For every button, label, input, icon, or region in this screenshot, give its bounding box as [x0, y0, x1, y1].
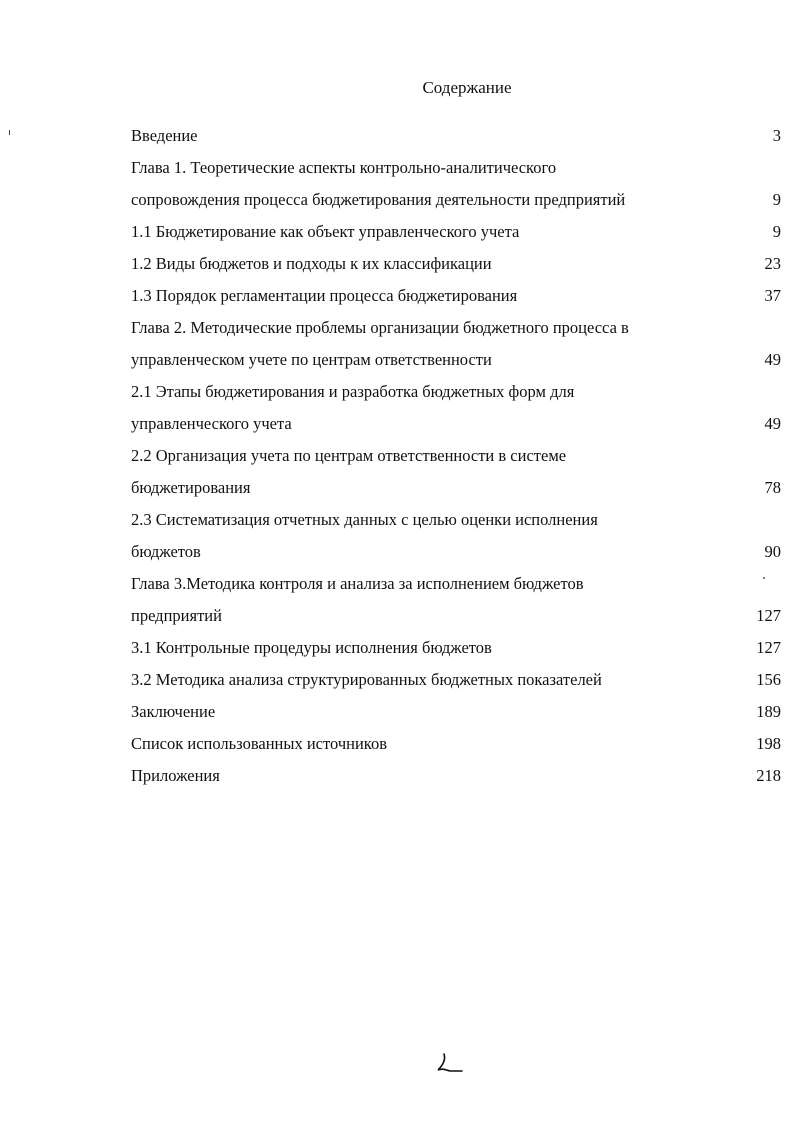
toc-entry: [131, 440, 781, 472]
toc-entry: [131, 120, 781, 152]
toc-entry-page: 78: [764, 478, 781, 497]
toc-entry-page: 3: [772, 126, 781, 145]
toc-entry-page: 218: [756, 766, 781, 785]
toc-entry: [131, 504, 781, 536]
toc-entry: [131, 760, 781, 792]
toc-entry-text: 2.1 Этапы бюджетирования и разработка бюджетных форм для: [131, 382, 575, 401]
toc-entry-page: 156: [756, 670, 781, 689]
toc-entry-text: Глава 3.Методика контроля и анализа за исполнением бюджетов: [131, 574, 584, 593]
toc-entry-page: 49: [764, 350, 781, 369]
toc-entry-text: бюджетов: [131, 542, 201, 561]
toc-entry: [131, 216, 781, 248]
toc-entry-text: управленческом учете по центрам ответственности: [131, 350, 492, 369]
toc-entry-text: сопровождения процесса бюджетирования деятельности предприятий: [131, 190, 626, 209]
toc-entry: [131, 408, 781, 440]
toc-entry-text: предприятий: [131, 606, 222, 625]
toc-entry: [131, 696, 781, 728]
scan-artifact: [9, 130, 10, 135]
toc-entry: [131, 632, 781, 664]
toc-entry-text: 1.2 Виды бюджетов и подходы к их классификации: [131, 254, 492, 273]
toc-entry-text: Заключение: [131, 702, 216, 721]
toc-entry: [131, 152, 781, 184]
toc-entry-text: бюджетирования: [131, 478, 251, 497]
toc-entry-text: 2.3 Систематизация отчетных данных с целью оценки исполнения: [131, 510, 598, 529]
toc-entry-page: 37: [764, 286, 781, 305]
toc-entry: [131, 536, 781, 568]
toc-entry-text: Приложения: [131, 766, 220, 785]
toc-entry-page: 9: [772, 190, 781, 209]
toc-entry-page: 127: [756, 638, 781, 657]
toc-entry: [131, 600, 781, 632]
toc-entry-page: 23: [764, 254, 781, 273]
toc-entry: [131, 664, 781, 696]
toc-entry-text: Глава 2. Методические проблемы организации бюджетного процесса в: [131, 318, 629, 337]
handwritten-page-number: [432, 1050, 468, 1076]
toc-entry-page: 49: [764, 414, 781, 433]
toc-entry-page: 127: [756, 606, 781, 625]
toc-entry-page: 198: [756, 734, 781, 753]
toc-entry: [131, 248, 781, 280]
toc-entry-text: 1.1 Бюджетирование как объект управленческого учета: [131, 222, 520, 241]
toc-entry-text: 2.2 Организация учета по центрам ответственности в системе: [131, 446, 567, 465]
toc-entry: [131, 280, 781, 312]
toc-entry: [131, 184, 781, 216]
toc-entry-text: Список использованных источников: [131, 734, 387, 753]
toc-entry-text: Введение: [131, 126, 198, 145]
toc-entry: [131, 472, 781, 504]
toc-entry-text: 3.2 Методика анализа структурированных бюджетных показателей: [131, 670, 602, 689]
toc-entry-text: управленческого учета: [131, 414, 292, 433]
toc-entry: [131, 344, 781, 376]
toc-entry-text: 3.1 Контрольные процедуры исполнения бюджетов: [131, 638, 492, 657]
toc-title: Содержание: [422, 78, 512, 97]
toc-entry-text: Глава 1. Теоретические аспекты контрольно-аналитического: [131, 158, 557, 177]
toc-entry: [131, 312, 781, 344]
toc-entry-page: 90: [764, 542, 781, 561]
table-of-contents: [131, 120, 781, 792]
toc-entry-text: 1.3 Порядок регламентации процесса бюджетирования: [131, 286, 518, 305]
toc-entry-page: 9: [772, 222, 781, 241]
toc-entry: [131, 568, 781, 600]
toc-entry-page: 189: [756, 702, 781, 721]
toc-entry: [131, 376, 781, 408]
toc-entry: [131, 728, 781, 760]
